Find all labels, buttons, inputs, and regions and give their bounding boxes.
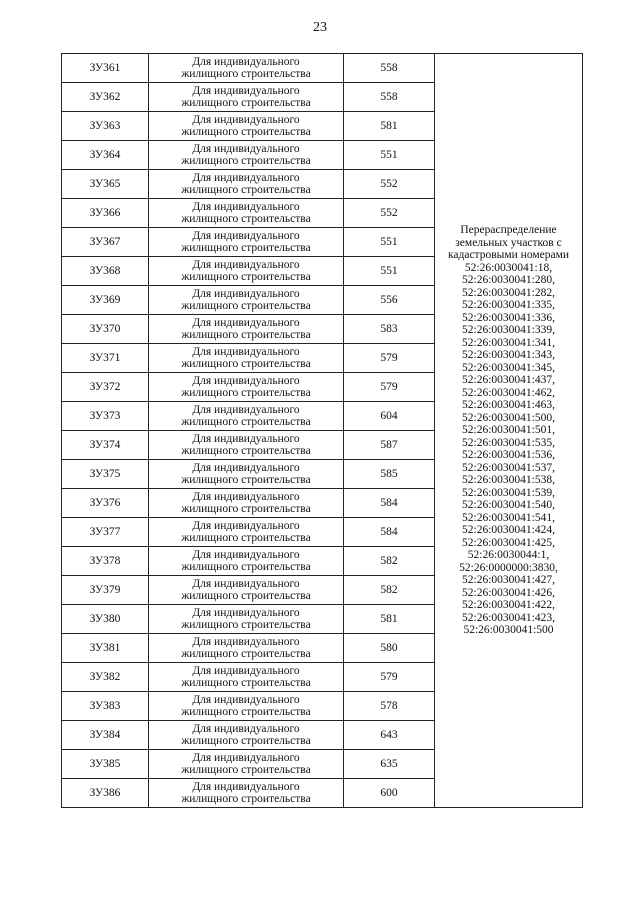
- plot-id-cell: ЗУ363: [62, 112, 149, 141]
- area-cell: 558: [344, 54, 435, 83]
- permitted-use-line: Для индивидуального: [192, 519, 300, 532]
- formation-method-line: 52:26:0030041:501,: [462, 424, 555, 437]
- permitted-use-line: жилищного строительства: [181, 213, 311, 225]
- formation-method-line: кадастровыми номерами: [447, 249, 570, 262]
- permitted-use-line: Для индивидуального: [192, 722, 300, 735]
- area-cell: 587: [344, 431, 435, 460]
- formation-method-line: 52:26:0030041:500: [463, 624, 554, 637]
- permitted-use-line: жилищного строительства: [181, 242, 311, 254]
- plot-id-cell: ЗУ383: [62, 692, 149, 721]
- permitted-use-line: жилищного строительства: [181, 155, 311, 167]
- area-cell: 600: [344, 779, 435, 808]
- permitted-use-line: Для индивидуального: [192, 664, 300, 677]
- area-cell: 551: [344, 141, 435, 170]
- permitted-use-line: жилищного строительства: [181, 793, 311, 805]
- plot-id-cell: ЗУ367: [62, 228, 149, 257]
- permitted-use-cell: [149, 692, 344, 721]
- formation-method-line: 52:26:0030041:538,: [462, 474, 555, 487]
- plot-id-cell: ЗУ362: [62, 83, 149, 112]
- formation-method-line: Перераспределение: [460, 224, 557, 237]
- area-cell: 556: [344, 286, 435, 315]
- permitted-use-line: Для индивидуального: [192, 200, 300, 213]
- plot-id-cell: ЗУ369: [62, 286, 149, 315]
- area-cell: 581: [344, 112, 435, 141]
- permitted-use-line: жилищного строительства: [181, 387, 311, 399]
- permitted-use-cell: [149, 721, 344, 750]
- permitted-use-line: Для индивидуального: [192, 55, 300, 68]
- permitted-use-line: Для индивидуального: [192, 606, 300, 619]
- formation-method-line: 52:26:0030044:1,: [467, 549, 550, 562]
- permitted-use-line: жилищного строительства: [181, 590, 311, 602]
- area-cell: 635: [344, 750, 435, 779]
- permitted-use-cell: [149, 518, 344, 547]
- permitted-use-cell: [149, 489, 344, 518]
- area-cell: 584: [344, 489, 435, 518]
- permitted-use-line: жилищного строительства: [181, 358, 311, 370]
- permitted-use-cell: [149, 605, 344, 634]
- formation-method-line: 52:26:0030041:540,: [462, 499, 555, 512]
- formation-method-line: 52:26:0030041:280,: [462, 274, 555, 287]
- table-row: [62, 54, 583, 83]
- permitted-use-line: Для индивидуального: [192, 403, 300, 416]
- formation-method-cell: [435, 54, 583, 808]
- permitted-use-line: жилищного строительства: [181, 300, 311, 312]
- area-cell: 558: [344, 83, 435, 112]
- permitted-use-line: жилищного строительства: [181, 764, 311, 776]
- permitted-use-line: Для индивидуального: [192, 258, 300, 271]
- formation-method-line: 52:26:0030041:18,: [464, 261, 553, 274]
- area-cell: 552: [344, 199, 435, 228]
- area-cell: 579: [344, 344, 435, 373]
- formation-method-line: 52:26:0030041:535,: [462, 436, 555, 449]
- area-cell: 582: [344, 547, 435, 576]
- plot-id-cell: ЗУ372: [62, 373, 149, 402]
- permitted-use-cell: [149, 460, 344, 489]
- area-cell: 585: [344, 460, 435, 489]
- plot-id-cell: ЗУ385: [62, 750, 149, 779]
- permitted-use-cell: [149, 431, 344, 460]
- permitted-use-line: жилищного строительства: [181, 416, 311, 428]
- plot-id-cell: ЗУ365: [62, 170, 149, 199]
- plot-id-cell: ЗУ380: [62, 605, 149, 634]
- page-number: 23: [313, 20, 327, 35]
- permitted-use-cell: [149, 54, 344, 83]
- permitted-use-cell: [149, 286, 344, 315]
- plot-id-cell: ЗУ381: [62, 634, 149, 663]
- area-cell: 551: [344, 257, 435, 286]
- formation-method-line: 52:26:0030041:423,: [462, 611, 555, 624]
- permitted-use-line: жилищного строительства: [181, 271, 311, 283]
- area-cell: 582: [344, 576, 435, 605]
- permitted-use-cell: [149, 634, 344, 663]
- plot-id-cell: ЗУ374: [62, 431, 149, 460]
- plot-id-cell: ЗУ376: [62, 489, 149, 518]
- permitted-use-cell: [149, 547, 344, 576]
- formation-method-line: 52:26:0030041:422,: [462, 599, 555, 612]
- permitted-use-line: жилищного строительства: [181, 329, 311, 341]
- permitted-use-cell: [149, 576, 344, 605]
- formation-method-line: 52:26:0030041:537,: [462, 461, 555, 474]
- permitted-use-cell: [149, 141, 344, 170]
- permitted-use-line: жилищного строительства: [181, 184, 311, 196]
- permitted-use-line: Для индивидуального: [192, 461, 300, 474]
- plot-id-cell: ЗУ379: [62, 576, 149, 605]
- formation-method-line: 52:26:0030041:500,: [462, 411, 555, 424]
- formation-method-line: 52:26:0030041:336,: [462, 311, 555, 324]
- permitted-use-line: жилищного строительства: [181, 532, 311, 544]
- permitted-use-line: жилищного строительства: [181, 445, 311, 457]
- area-cell: 578: [344, 692, 435, 721]
- permitted-use-cell: [149, 315, 344, 344]
- permitted-use-line: жилищного строительства: [181, 561, 311, 573]
- permitted-use-cell: [149, 402, 344, 431]
- permitted-use-line: Для индивидуального: [192, 142, 300, 155]
- permitted-use-line: Для индивидуального: [192, 229, 300, 242]
- formation-method-line: 52:26:0030041:437,: [462, 374, 555, 387]
- area-cell: 552: [344, 170, 435, 199]
- permitted-use-line: Для индивидуального: [192, 780, 300, 793]
- permitted-use-line: Для индивидуального: [192, 490, 300, 503]
- permitted-use-line: Для индивидуального: [192, 84, 300, 97]
- formation-method-line: 52:26:0030041:425,: [462, 536, 555, 549]
- formation-method-line: 52:26:0030041:539,: [462, 486, 555, 499]
- formation-method-line: 52:26:0030041:341,: [462, 336, 555, 349]
- plot-id-cell: ЗУ366: [62, 199, 149, 228]
- formation-method-line: 52:26:0030041:427,: [462, 574, 555, 587]
- formation-method-line: земельных участков с: [455, 236, 562, 249]
- formation-method-line: 52:26:0030041:426,: [462, 586, 555, 599]
- permitted-use-line: Для индивидуального: [192, 171, 300, 184]
- permitted-use-cell: [149, 663, 344, 692]
- plot-id-cell: ЗУ370: [62, 315, 149, 344]
- plot-id-cell: ЗУ375: [62, 460, 149, 489]
- area-cell: 583: [344, 315, 435, 344]
- permitted-use-line: Для индивидуального: [192, 287, 300, 300]
- formation-method-line: 52:26:0030041:343,: [462, 349, 555, 362]
- plot-id-cell: ЗУ361: [62, 54, 149, 83]
- formation-method-line: 52:26:0030041:541,: [462, 511, 555, 524]
- area-cell: 643: [344, 721, 435, 750]
- area-cell: 604: [344, 402, 435, 431]
- permitted-use-line: жилищного строительства: [181, 706, 311, 718]
- plot-id-cell: ЗУ368: [62, 257, 149, 286]
- permitted-use-line: жилищного строительства: [181, 68, 311, 80]
- formation-method-line: 52:26:0030041:463,: [462, 399, 555, 412]
- permitted-use-cell: [149, 779, 344, 808]
- permitted-use-line: Для индивидуального: [192, 635, 300, 648]
- formation-method-line: 52:26:0030041:536,: [462, 449, 555, 462]
- area-cell: 584: [344, 518, 435, 547]
- permitted-use-cell: [149, 373, 344, 402]
- area-cell: 579: [344, 373, 435, 402]
- permitted-use-cell: [149, 112, 344, 141]
- land-plots-table-body: [62, 54, 583, 808]
- permitted-use-line: жилищного строительства: [181, 97, 311, 109]
- area-cell: 579: [344, 663, 435, 692]
- formation-method-line: 52:26:0030041:424,: [462, 524, 555, 537]
- permitted-use-line: жилищного строительства: [181, 503, 311, 515]
- formation-method-line: 52:26:0030041:462,: [462, 386, 555, 399]
- permitted-use-line: Для индивидуального: [192, 577, 300, 590]
- permitted-use-line: жилищного строительства: [181, 648, 311, 660]
- permitted-use-line: Для индивидуального: [192, 345, 300, 358]
- permitted-use-line: Для индивидуального: [192, 374, 300, 387]
- plot-id-cell: ЗУ377: [62, 518, 149, 547]
- permitted-use-line: Для индивидуального: [192, 432, 300, 445]
- formation-method-line: 52:26:0030041:282,: [462, 286, 555, 299]
- plot-id-cell: ЗУ384: [62, 721, 149, 750]
- formation-method-line: 52:26:0030041:345,: [462, 361, 555, 374]
- permitted-use-line: жилищного строительства: [181, 474, 311, 486]
- formation-method-line: 52:26:0030041:335,: [462, 299, 555, 312]
- permitted-use-cell: [149, 257, 344, 286]
- permitted-use-line: Для индивидуального: [192, 316, 300, 329]
- plot-id-cell: ЗУ378: [62, 547, 149, 576]
- permitted-use-cell: [149, 170, 344, 199]
- permitted-use-line: жилищного строительства: [181, 619, 311, 631]
- area-cell: 551: [344, 228, 435, 257]
- permitted-use-line: Для индивидуального: [192, 751, 300, 764]
- permitted-use-cell: [149, 344, 344, 373]
- plot-id-cell: ЗУ364: [62, 141, 149, 170]
- area-cell: 581: [344, 605, 435, 634]
- permitted-use-line: Для индивидуального: [192, 548, 300, 561]
- permitted-use-line: жилищного строительства: [181, 735, 311, 747]
- permitted-use-line: Для индивидуального: [192, 113, 300, 126]
- permitted-use-cell: [149, 228, 344, 257]
- plot-id-cell: ЗУ386: [62, 779, 149, 808]
- permitted-use-cell: [149, 750, 344, 779]
- permitted-use-cell: [149, 199, 344, 228]
- plot-id-cell: ЗУ371: [62, 344, 149, 373]
- land-plots-table: [61, 53, 583, 808]
- plot-id-cell: ЗУ373: [62, 402, 149, 431]
- permitted-use-cell: [149, 83, 344, 112]
- formation-method-line: 52:26:0030041:339,: [462, 324, 555, 337]
- plot-id-cell: ЗУ382: [62, 663, 149, 692]
- permitted-use-line: Для индивидуального: [192, 693, 300, 706]
- permitted-use-line: жилищного строительства: [181, 677, 311, 689]
- permitted-use-line: жилищного строительства: [181, 126, 311, 138]
- formation-method-line: 52:26:0000000:3830,: [459, 561, 558, 574]
- area-cell: 580: [344, 634, 435, 663]
